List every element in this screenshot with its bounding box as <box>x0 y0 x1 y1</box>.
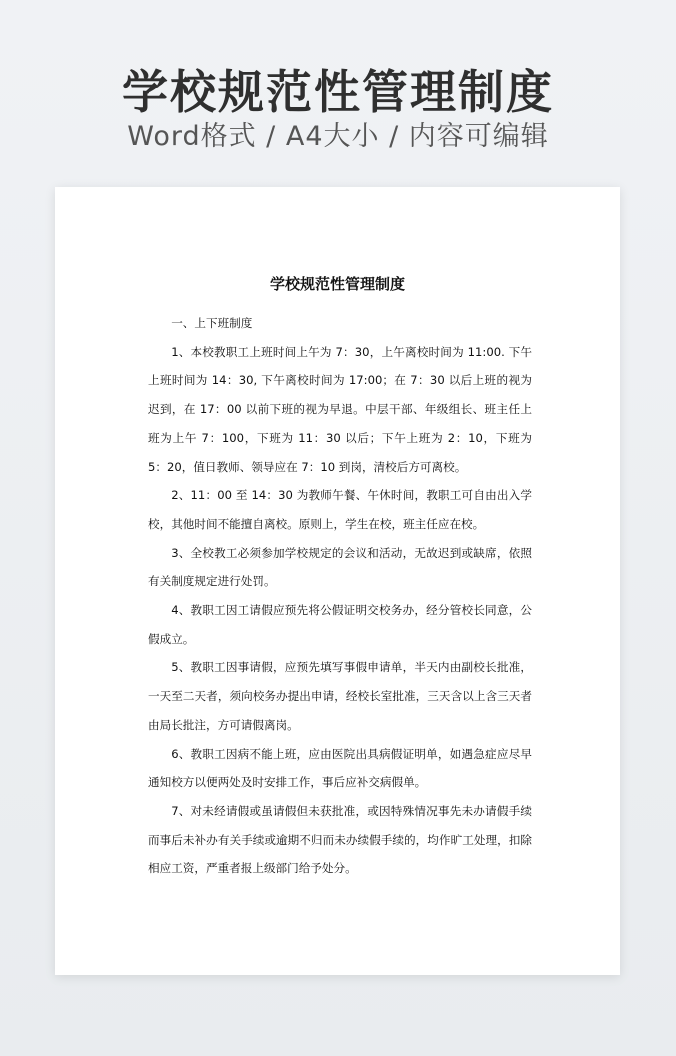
paragraph-7: 7、对未经请假或虽请假但未获批准，或因特殊情况事先未办请假手续而事后未补办有关手续或逾期不归而未办续假手续的，均作旷工处理，扣除相应工资，严重者报上级部门给予处分。 <box>148 803 532 876</box>
document-body <box>148 309 532 883</box>
paragraph-4: 4、教职工因工请假应预先将公假证明交校务办，经分管校长同意，公假成立。 <box>148 603 532 646</box>
document-title: 学校规范性管理制度 <box>269 275 405 293</box>
paragraph-6: 6、教职工因病不能上班，应由医院出具病假证明单，如遇急症应尽早通知校方以便两处及时安排工作，事后应补交病假单。 <box>148 746 532 790</box>
document-page <box>55 187 620 975</box>
banner-subtitle: Word格式 / A4大小 / 内容可编辑 <box>127 121 549 152</box>
paragraph-3: 3、全校教工必须参加学校规定的会议和活动，无故迟到或缺席，依照有关制度规定进行处罚。 <box>148 545 532 589</box>
banner-title: 学校规范性管理制度 <box>122 65 554 119</box>
section-heading: 一、上下班制度 <box>171 316 253 330</box>
paragraph-1: 1、本校教职工上班时间上午为 7：30，上午离校时间为 11:00. 下午上班时间为 14：30, 下午离校时间为 17:00；在 7：30 以后上班的视为迟到，在 17：00 以前下班的视为早退。中层干部、年级组长、班主任上班为上午 7：100，下班为 11：30 以后；下午上班为 2：10，下班为 5：20，值日教师、领导应在 7：10 到岗，清校后方可离校。 <box>148 344 532 474</box>
paragraph-2: 2、11：00 至 14：30 为教师午餐、午休时间，教职工可自由出入学校，其他时间不能擅自离校。原则上，学生在校，班主任应在校。 <box>148 488 532 531</box>
paragraph-5: 5、教职工因事请假，应预先填写事假申请单，半天内由副校长批准，一天至二天者，须向校务办提出申请，经校长室批准，三天含以上含三天者由局长批注，方可请假离岗。 <box>148 660 532 732</box>
